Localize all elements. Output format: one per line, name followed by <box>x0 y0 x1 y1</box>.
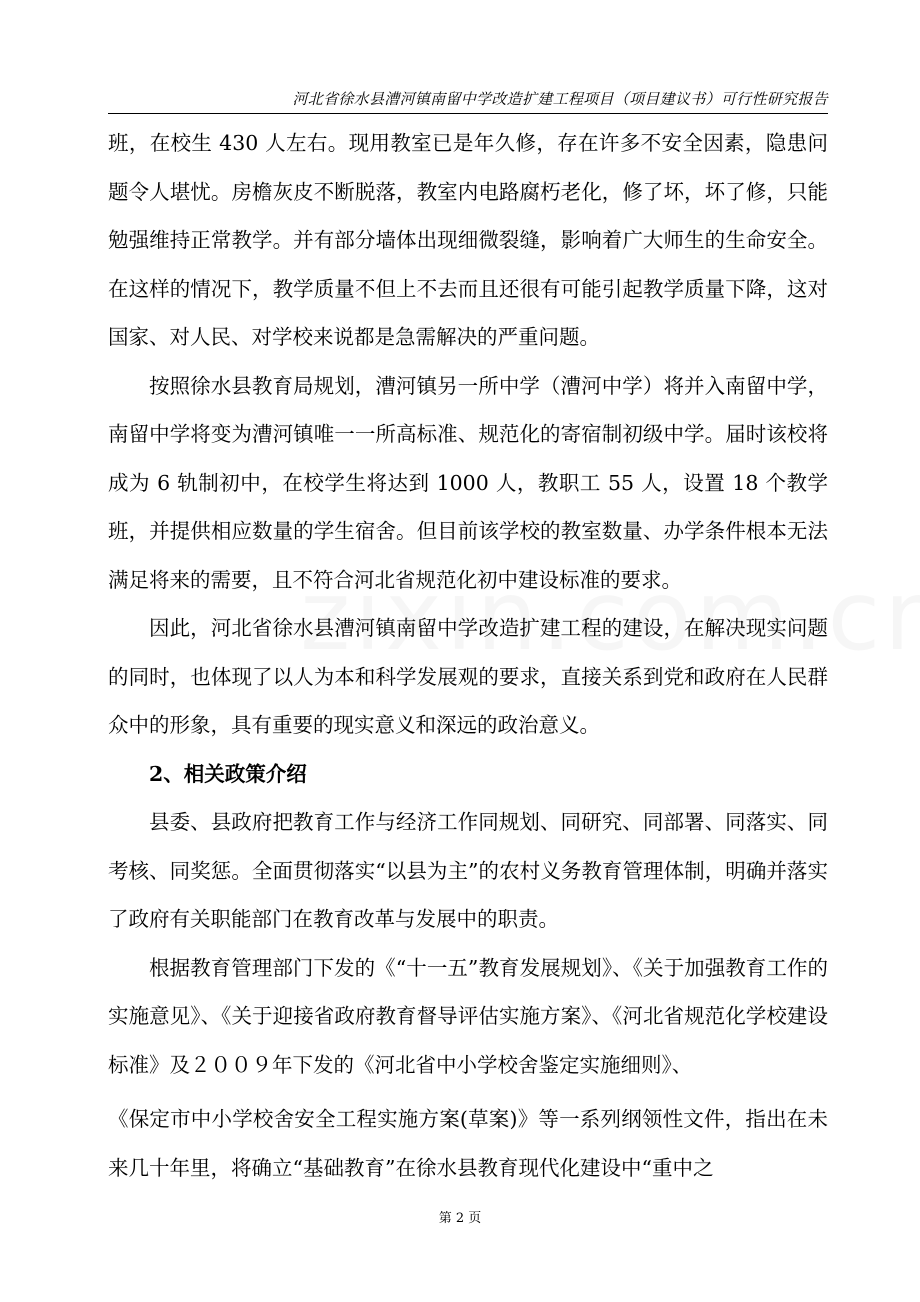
paragraph-documents: 根据教育管理部门下发的《“十一五”教育发展规划》、《关于加强教育工作的实施意见》、《关于迎接省政府教育督导评估实施方案》、《河北省规范化学校建设标准》及２００９年下发的《河北省中小学校舍鉴定实施细则》、 <box>108 955 828 1077</box>
page-number: 第 2 页 <box>438 1211 482 1226</box>
paragraph-significance: 因此，河北省徐水县漕河镇南留中学改造扩建工程的建设，在解决现实问题的同时，也体现了以人为本和科学发展观的要求，直接关系到党和政府在人民群众中的形象，具有重要的现实意义和深远的政治意义。 <box>108 616 828 737</box>
header-divider <box>108 113 828 114</box>
document-header-title: 河北省徐水县漕河镇南留中学改造扩建工程项目（项目建议书）可行性研究报告 <box>292 90 828 108</box>
paragraph-documents-continued: 《保定市中小学校舍安全工程实施方案(草案)》等一系列纲领性文件，指出在未来几十年里，将确立“基础教育”在徐水县教育现代化建设中“重中之 <box>108 1107 828 1180</box>
section-heading-policy: 2、相关政策介绍 <box>149 761 307 786</box>
document-body <box>108 119 828 1192</box>
paragraph-county-policy: 县委、县政府把教育工作与经济工作同规划、同研究、同部署、同落实、同考核、同奖惩。全面贯彻落实“以县为主”的农村义务教育管理体制，明确并落实了政府有关职能部门在教育改革与发展中的职责。 <box>108 810 828 931</box>
paragraph-school-condition: 班，在校生 430 人左右。现用教室已是年久修，存在许多不安全因素，隐患问题令人堪忧。房檐灰皮不断脱落，教室内电路腐朽老化，修了坏，坏了修，只能勉强维持正常教学。并有部分墙体出现细微裂缝，影响着广大师生的生命安全。在这样的情况下，教学质量不但上不去而且还很有可能引起教学质量下降，这对国家、对人民、对学校来说都是急需解决的严重问题。 <box>108 131 828 349</box>
paragraph-merger-plan: 按照徐水县教育局规划，漕河镇另一所中学（漕河中学）将并入南留中学，南留中学将变为漕河镇唯一一所高标准、规范化的寄宿制初级中学。届时该校将成为 6 轨制初中，在校学生将达到 1000 人，教职工 55 人，设置 18 个教学班，并提供相应数量的学生宿舍。但目前该学校的教室数量、办学条件根本无法满足将来的需要，且不符合河北省规范化初中建设标准的要求。 <box>108 373 828 592</box>
